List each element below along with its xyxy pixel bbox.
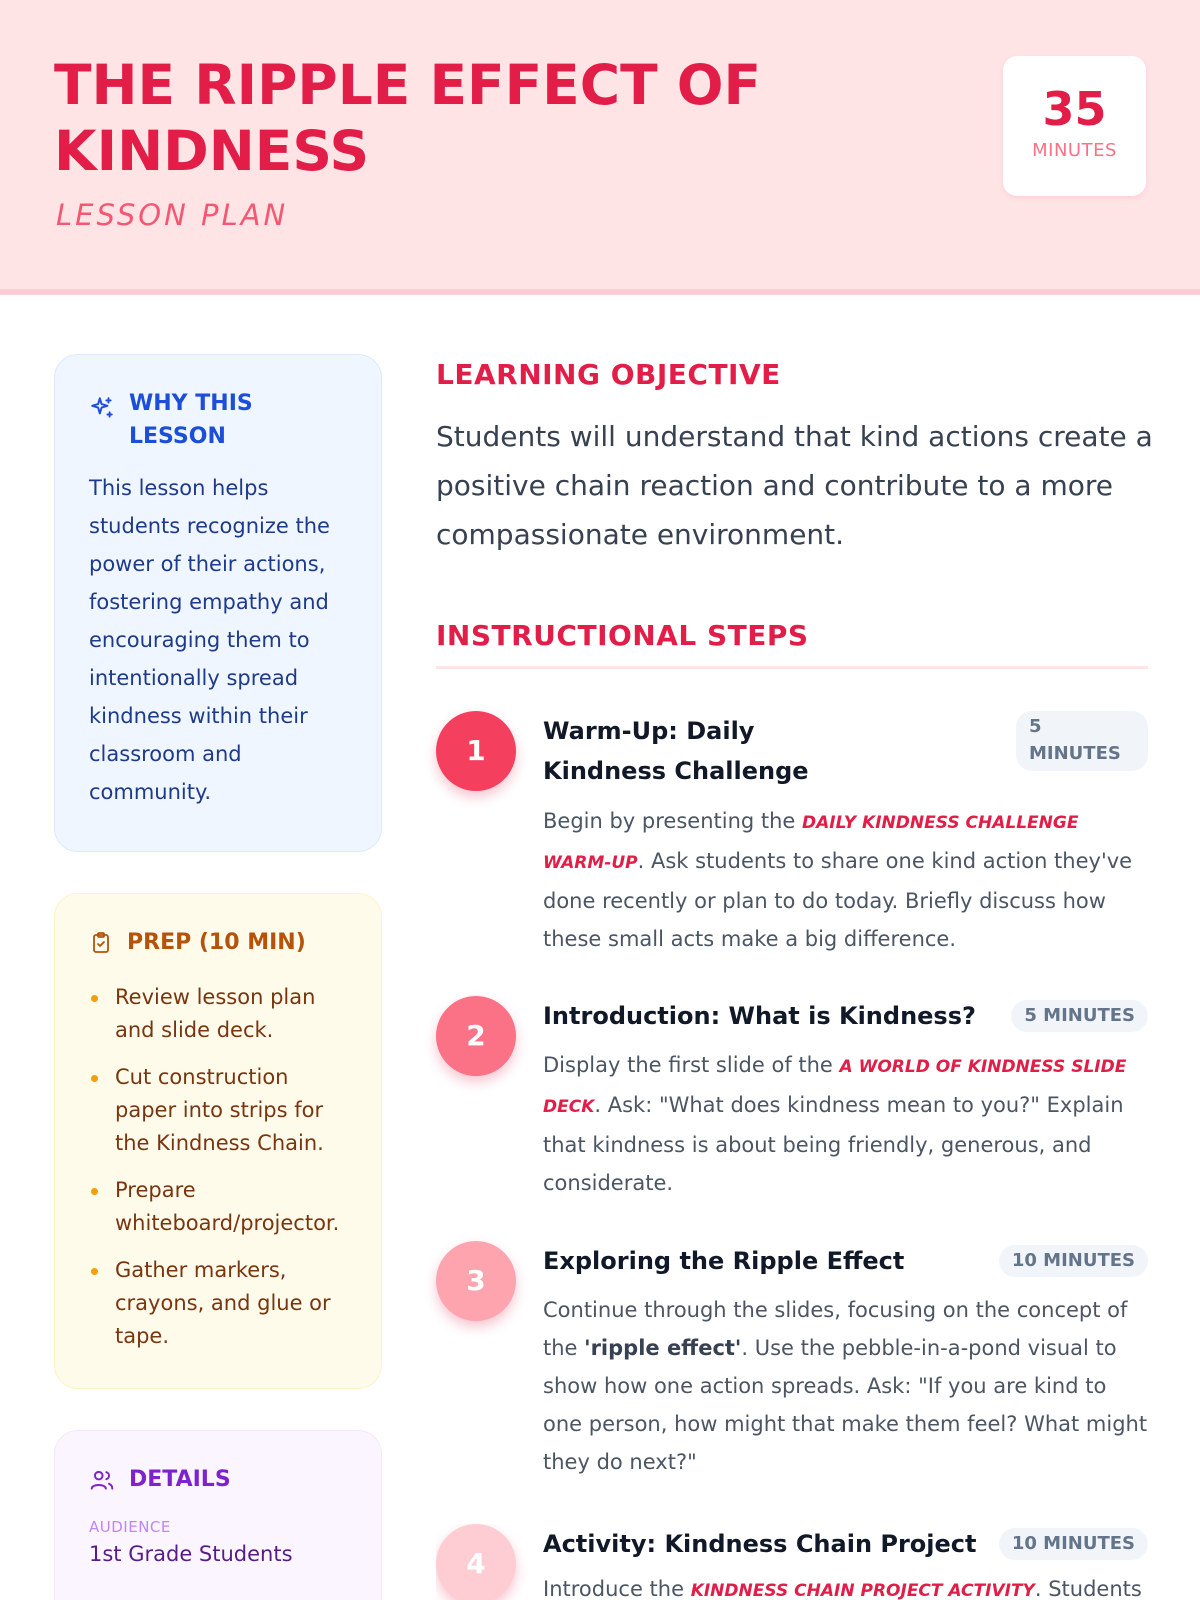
steps-heading: INSTRUCTIONAL STEPS [436,619,809,652]
step-description [543,1291,1148,1481]
duration-value: 35 [1042,82,1107,136]
step-text-after: . Ask students to share one kind action they've done recently or plan to do today. Briefly discuss how these small acts make a big difference. [543,849,1133,951]
step-emphasis: 'ripple effect' [584,1336,742,1360]
clipboard-check-icon [89,931,113,955]
step-duration-badge: 5 MINUTES [1016,711,1148,771]
step-number-badge: 2 [436,996,516,1076]
step-title: Exploring the Ripple Effect [543,1247,905,1275]
why-this-lesson-card [54,354,382,852]
step-text-after: . Students [1034,1577,1142,1600]
why-heading: WHY THIS LESSON [129,391,253,449]
lesson-subtitle: LESSON PLAN [56,198,289,232]
users-icon [89,1467,115,1493]
audience-value: 1st Grade Students [89,1542,293,1566]
audience-label: AUDIENCE [89,1518,171,1536]
sparkles-icon [89,395,115,421]
duration-card [1003,56,1146,196]
step-duration-badge: 5 MINUTES [1011,1000,1148,1032]
details-heading: DETAILS [129,1467,231,1492]
step-text-before: Introduce the [543,1577,691,1600]
step-text-before: Continue through the slides, focusing on the concept of the [543,1298,1128,1360]
objective-heading: LEARNING OBJECTIVE [436,358,781,391]
step-text-before: Begin by presenting the [543,809,803,833]
objective-text: Students will understand that kind actions create a positive chain reaction and contribute to a more compassionate environment. [436,420,1153,551]
step-title: Warm-Up: Daily Kindness Challenge [543,717,809,785]
step-description [543,1570,1148,1600]
steps-divider [436,666,1148,669]
prep-item: Gather markers, crayons, and glue or tape. [89,1254,347,1353]
resource-reference: DAILY KINDNESS CHALLENGE WARM-UP [543,813,1079,873]
prep-list [89,981,347,1353]
resource-reference: A WORLD OF KINDNESS SLIDE DECK [543,1057,1127,1117]
step-description [543,1046,1148,1202]
details-card [54,1430,382,1600]
resource-reference: KINDNESS CHAIN PROJECT ACTIVITY [690,1581,1035,1600]
step-number-badge: 1 [436,711,516,791]
prep-item: Cut construction paper into strips for the Kindness Chain. [89,1061,347,1160]
step-title: Activity: Kindness Chain Project [543,1530,977,1558]
prep-card [54,893,382,1389]
step-description [543,802,1148,958]
step-text-before: Display the first slide of the [543,1053,840,1077]
prep-item: Review lesson plan and slide deck. [89,981,347,1047]
lesson-header [0,0,1200,295]
step-number-badge: 3 [436,1241,516,1321]
step-text-after: . Ask: "What does kindness mean to you?" Explain that kindness is about being friendly, generous, and considerate. [543,1093,1124,1195]
step-4 [436,1524,1148,1600]
step-duration-badge: 10 MINUTES [999,1528,1148,1560]
step-title: Introduction: What is Kindness? [543,1002,976,1030]
duration-unit: MINUTES [1032,140,1117,161]
prep-item: Prepare whiteboard/projector. [89,1174,347,1240]
prep-heading: PREP (10 MIN) [127,930,306,955]
step-text-after: . Use the pebble-in-a-pond visual to show how one action spreads. Ask: "If you are kind to one person, how might that make them feel? What might they do next?" [543,1336,1148,1474]
step-number-badge: 4 [436,1524,516,1600]
step-duration-badge: 10 MINUTES [999,1245,1148,1277]
lesson-title: THE RIPPLE EFFECT OF KINDNESS [54,53,762,183]
why-text: This lesson helps students recognize the power of their actions, fostering empathy and encouraging them to intentionally spread kindness within their classroom and community. [89,476,330,804]
